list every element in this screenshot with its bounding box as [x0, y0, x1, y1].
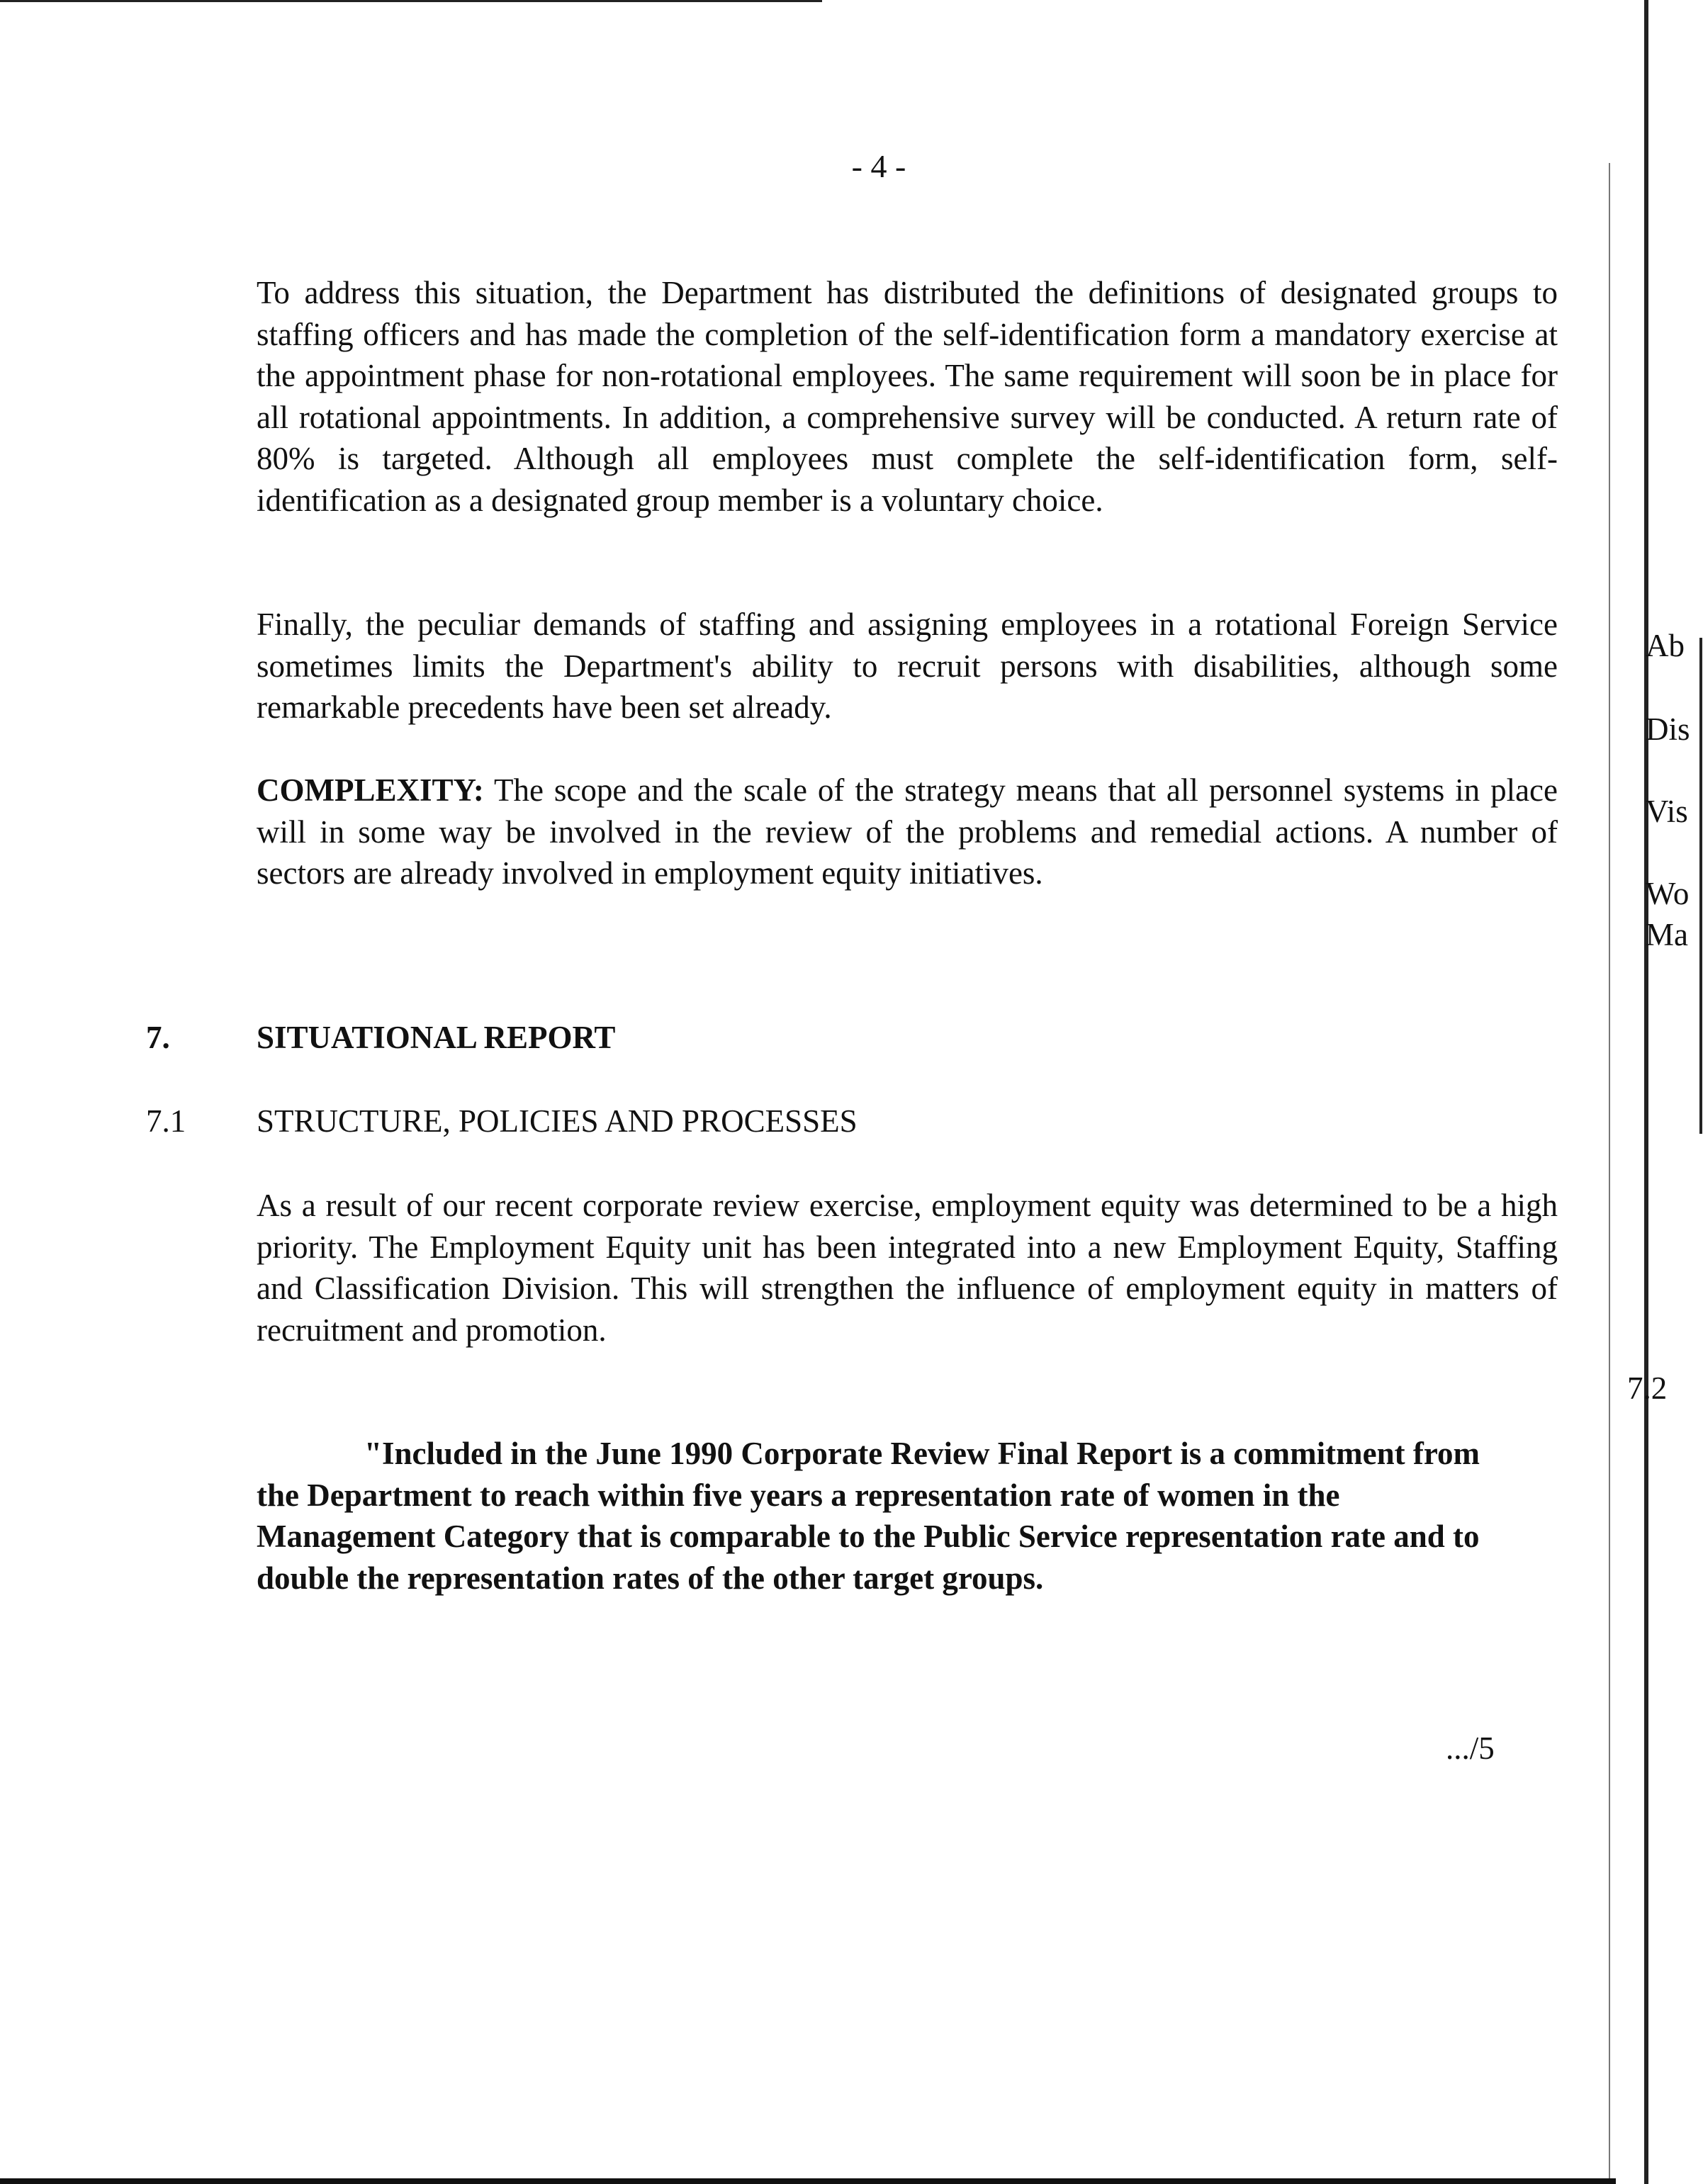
subsection-number: 7.1: [146, 1103, 186, 1139]
subsection-title: STRUCTURE, POLICIES AND PROCESSES: [257, 1103, 858, 1139]
complexity-label: COMPLEXITY:: [257, 772, 484, 808]
paragraph-foreign-service: Finally, the peculiar demands of staffing and assigning employees in a rotational Foreign Service sometimes limits the Department's ability to recruit persons with disabilities, although some remarkable precedents have been set already.: [257, 607, 1558, 725]
continuation-marker: .../5: [1446, 1730, 1495, 1766]
complexity-body: The scope and the scale of the strategy means that all personnel systems in place will in some way be involved in the review of the problems and remedial actions. A number of sectors are already involved in employment equity initiatives.: [257, 772, 1558, 891]
edge-fragment: Vis: [1646, 794, 1688, 829]
edge-fragment-number: 7.2: [1627, 1370, 1668, 1406]
scan-edge-far-right: [1699, 638, 1702, 1134]
scan-edge-bottom: [0, 2178, 1616, 2184]
section-title: SITUATIONAL REPORT: [257, 1020, 616, 1055]
edge-fragment: Ma: [1646, 917, 1688, 952]
quote-corporate-review: "Included in the June 1990 Corporate Review Final Report is a commitment from the Department to reach within five years a representation rate of women in the Management Category that is comparable to the Public Service representation rate and to double the representation rates of the other target groups.: [257, 1436, 1480, 1596]
paragraph-corporate-review: As a result of our recent corporate review exercise, employment equity was determined to be a high priority. The Employment Equity unit has been integrated into a new Employment Equity, Staffing and Classification Division. This will strengthen the influence of employment equity in matters of recruitment and promotion.: [257, 1188, 1558, 1348]
edge-fragment: Ab: [1646, 628, 1685, 663]
paragraph-complexity: [257, 770, 1558, 894]
scan-edge-inner-line: [1609, 163, 1610, 2184]
page-number: - 4 -: [851, 148, 906, 184]
edge-fragment: Wo: [1646, 876, 1690, 911]
section-number: 7.: [146, 1020, 170, 1055]
scan-edge-top: [0, 0, 822, 2]
edge-fragment: Dis: [1646, 711, 1690, 747]
scan-edge-right: [1644, 0, 1648, 2184]
paragraph-self-identification: To address this situation, the Department has distributed the definitions of designated groups to staffing officers and has made the completion of the self-identification form a mandatory exercise at the appointment phase for non-rotational employees. The same requirement will soon be in place for all rotational appointments. In addition, a comprehensive survey will be conducted. A return rate of 80% is targeted. Although all employees must complete the self-identification form, self-identification as a designated group member is a voluntary choice.: [257, 275, 1558, 518]
